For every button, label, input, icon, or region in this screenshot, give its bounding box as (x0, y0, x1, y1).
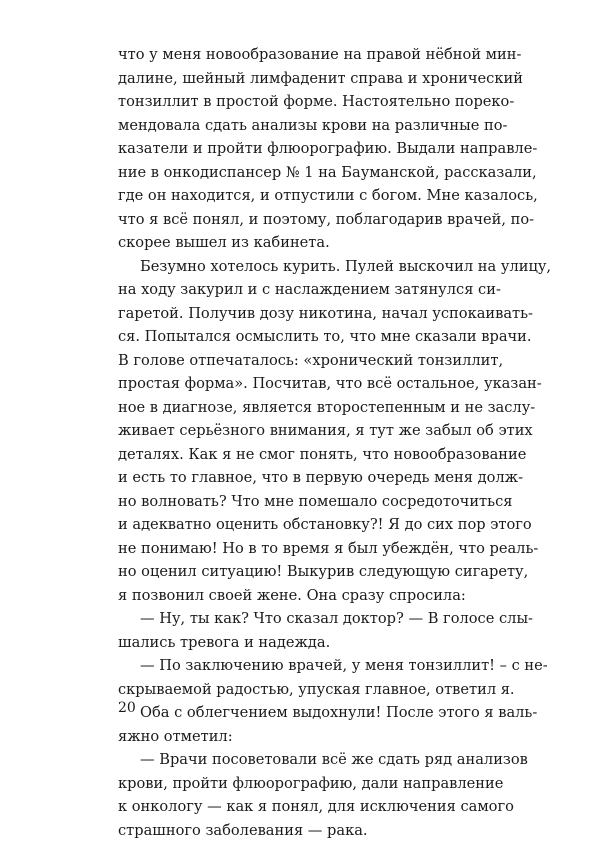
text-line: крови, пройти флюорографию, дали направление (118, 772, 495, 796)
text-line: яжно отметил: (118, 725, 495, 749)
text-line: к онкологу — как я понял, для исключения самого (118, 795, 495, 819)
text-line: В голове отпечаталось: «хронический тонзиллит, (118, 349, 495, 373)
text-line: что у меня новообразование на правой нёбной мин- (118, 43, 495, 67)
text-line: ся. Попытался осмыслить то, что мне сказали врачи. (118, 325, 495, 349)
text-line: шались тревога и надежда. (118, 631, 495, 655)
text-line: живает серьёзного внимания, я тут же забыл об этих (118, 419, 495, 443)
text-line: не понимаю! Но в то время я был убеждён, что реаль- (118, 537, 495, 561)
text-line: Безумно хотелось курить. Пулей выскочил на улицу, (118, 255, 495, 279)
text-line: — По заключению врачей, у меня тонзиллит! – с не- (118, 654, 495, 678)
text-line: — Врачи посоветовали всё же сдать ряд анализов (118, 748, 495, 772)
text-line: Оба с облегчением выдохнули! После этого я валь- (118, 701, 495, 725)
text-line: и адекватно оценить обстановку?! Я до сих пор этого (118, 513, 495, 537)
text-line: скорее вышел из кабинета. (118, 231, 495, 255)
text-line: но оценил ситуацию! Выкурив следующую сигарету, (118, 560, 495, 584)
text-line: гаретой. Получив дозу никотина, начал успокаивать- (118, 302, 495, 326)
body-text (118, 43, 495, 842)
text-line: ное в диагнозе, является второстепенным и не заслу- (118, 396, 495, 420)
text-line: на ходу закурил и с наслаждением затянулся си- (118, 278, 495, 302)
text-line: — Ну, ты как? Что сказал доктор? — В голосе слы- (118, 607, 495, 631)
text-line: тонзиллит в простой форме. Настоятельно пореко- (118, 90, 495, 114)
text-line: деталях. Как я не смог понять, что новообразование (118, 443, 495, 467)
text-line: что я всё понял, и поэтому, поблагодарив врачей, по- (118, 208, 495, 232)
text-line: мендовала сдать анализы крови на различные по- (118, 114, 495, 138)
text-line: простая форма». Посчитав, что всё остальное, указан- (118, 372, 495, 396)
text-line: ние в онкодиспансер № 1 на Бауманской, рассказали, (118, 161, 495, 185)
text-line: но волновать? Что мне помешало сосредоточиться (118, 490, 495, 514)
text-line: скрываемой радостью, упуская главное, ответил я. (118, 678, 495, 702)
text-line: и есть то главное, что в первую очередь меня долж- (118, 466, 495, 490)
text-line: страшного заболевания — рака. (118, 819, 495, 842)
text-line: казатели и пройти флюорографию. Выдали направле- (118, 137, 495, 161)
text-line: далине, шейный лимфаденит справа и хронический (118, 67, 495, 91)
page-number: 20 (118, 700, 136, 716)
text-line: я позвонил своей жене. Она сразу спросила: (118, 584, 495, 608)
text-line: где он находится, и отпустили с богом. Мне казалось, (118, 184, 495, 208)
